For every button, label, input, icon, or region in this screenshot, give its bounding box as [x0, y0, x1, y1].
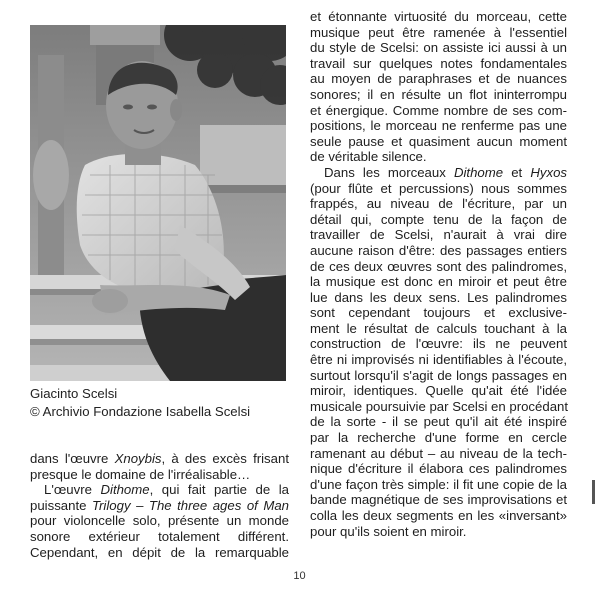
text-line: [310, 336, 567, 352]
text-segment: bande magnétique de ses improvisations et: [310, 492, 567, 508]
text-segment: ramenant au début – au niveau de la tech-: [310, 445, 567, 461]
page-number: 10: [293, 570, 306, 582]
text-segment: pour qu'ils soient en miroir.: [310, 523, 467, 539]
text-line: [310, 181, 567, 197]
text-segment: travail sur quelques notes fondamentales: [310, 55, 567, 71]
text-segment: au moyen de paraphrases et de nuances: [310, 71, 567, 87]
text-segment: dans l'œuvre: [30, 451, 115, 466]
page-edge-mark: [592, 480, 595, 504]
text-line: [310, 212, 567, 228]
text-line: [310, 196, 567, 212]
text-segment: et: [503, 164, 531, 180]
text-line: [30, 451, 289, 467]
text-line: [310, 383, 567, 399]
text-line: [30, 482, 289, 498]
text-line: [30, 545, 289, 561]
text-segment: construction de l'œuvre: ils ne peuvent: [310, 336, 567, 352]
text-segment: miroir, identiques. Quelle qu'ait été l'idée: [310, 383, 567, 399]
text-line: [310, 399, 567, 415]
text-segment: puissante: [30, 497, 92, 513]
text-segment: ment le résultat de calculs touchant à la: [310, 320, 567, 336]
text-line: [310, 134, 567, 150]
text-segment: surtout lorsqu'il s'agit de longs passages en: [310, 367, 567, 383]
text-segment: être ni improvisés ni identifiables à l'écoute,: [310, 352, 567, 368]
caption-name: Giacinto Scelsi: [30, 386, 118, 401]
text-segment: la musique est donc en miroir et peut être: [310, 274, 567, 290]
text-segment: détail qui, compte tenu de la façon de: [310, 211, 567, 227]
text-segment: (pour flûte et percussions) nous sommes: [310, 180, 567, 196]
text-line: [310, 118, 567, 134]
text-segment: et énergique. Comme nombre de ses com-: [310, 102, 567, 118]
text-segment: de véritable silence.: [310, 149, 427, 165]
text-segment: frappés, au niveau de l'écriture, par un: [310, 196, 567, 212]
text-line: [310, 477, 567, 493]
portrait-illustration: [30, 25, 286, 381]
text-line: [310, 446, 567, 462]
text-segment: d'une façon très simple: il fit une copie de la: [310, 476, 567, 492]
italic-title-text: Dithome: [453, 164, 504, 180]
caption-credit: © Archivio Fondazione Isabella Scelsi: [30, 404, 251, 419]
right-text-column: [310, 9, 567, 539]
text-segment: positions, le morceau ne renferme pas une: [310, 118, 567, 134]
text-segment: sont cependant toujours et exclusive-: [310, 305, 567, 321]
text-line: [310, 103, 567, 119]
text-line: [30, 498, 289, 514]
italic-title-text: Trilogy – The three ages of Man: [91, 497, 289, 513]
text-segment: aucune raison d'être: des passages entiers: [310, 242, 567, 258]
text-line: [310, 71, 567, 87]
text-segment: , qui fait partie de la: [149, 482, 289, 498]
text-line: [310, 305, 567, 321]
text-line: [310, 492, 567, 508]
text-line: [310, 9, 567, 25]
text-line: [310, 274, 567, 290]
text-line: [30, 513, 289, 529]
text-segment: seule pause et quasiment aucun moment: [310, 133, 567, 149]
text-segment: nique d'écriture il élabora ces palindromes: [310, 461, 567, 477]
text-line: [310, 430, 567, 446]
text-line: [310, 56, 567, 72]
text-line: [310, 321, 567, 337]
text-segment: et étonnante virtuosité du morceau, cette: [310, 9, 567, 24]
italic-title-text: Xnoybis: [114, 451, 162, 466]
text-line: [310, 352, 567, 368]
text-segment: sonore extérieur totalement différent.: [30, 528, 289, 544]
text-segment: de la sorte - il se peut qu'il ait été inspiré: [310, 414, 567, 430]
photo-caption: [30, 385, 292, 421]
text-line: [310, 508, 567, 524]
text-segment: travailler de Scelsi, n'aurait à vrai dire: [310, 227, 567, 243]
text-segment: Cependant, en dépit de la remarquable: [30, 544, 289, 560]
text-line: [310, 165, 567, 181]
text-segment: pour violoncelle solo, présente un monde: [30, 513, 289, 529]
text-segment: presque le domaine de l'irréalisable…: [30, 466, 251, 482]
text-line: [30, 467, 289, 483]
text-line: [310, 40, 567, 56]
text-line: [310, 290, 567, 306]
text-line: [310, 149, 567, 165]
text-segment: du style de Scelsi: on assiste ici aussi à un: [310, 40, 567, 56]
hand: [92, 289, 128, 313]
text-segment: lue dans les deux sens. Les palindromes: [310, 289, 567, 305]
ear: [170, 99, 182, 121]
text-segment: par la recherche d'une forme en cercle: [310, 430, 567, 446]
text-segment: Dans les morceaux: [324, 164, 454, 180]
text-segment: colla les deux segments en les «inversant»: [310, 508, 567, 523]
text-segment: musicale poursuivie par Scelsi en procédant: [310, 398, 569, 414]
text-segment: L'œuvre: [44, 482, 101, 498]
text-line: [310, 259, 567, 275]
text-line: [310, 524, 567, 540]
text-line: [310, 243, 567, 259]
text-segment: de ces deux œuvres sont des palindromes,: [310, 258, 567, 274]
text-line: [310, 368, 567, 384]
italic-title-text: Hyxos: [530, 164, 567, 180]
text-line: [310, 414, 567, 430]
text-line: [310, 461, 567, 477]
italic-title-text: Dithome: [100, 482, 150, 498]
text-segment: sonores; il en résulte un flot ininterrompu: [310, 86, 567, 102]
text-line: [310, 25, 567, 41]
text-line: [30, 529, 289, 545]
text-segment: musique peut être ramenée à l'essentiel: [310, 24, 567, 40]
text-line: [310, 227, 567, 243]
portrait-photo: [30, 25, 286, 381]
text-line: [310, 87, 567, 103]
text-segment: , à des excès frisant: [161, 451, 289, 466]
left-text-column: [30, 451, 289, 560]
